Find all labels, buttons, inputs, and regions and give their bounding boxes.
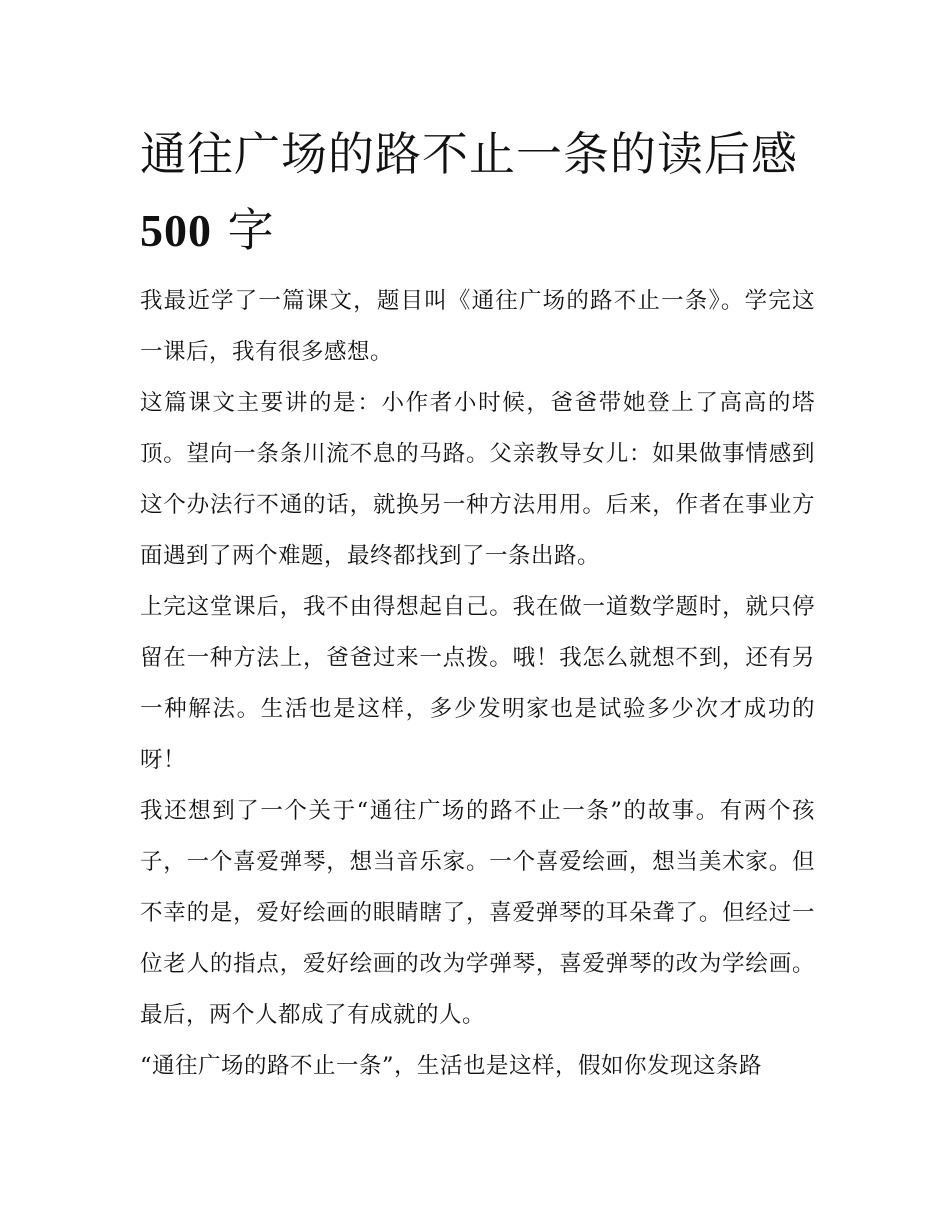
paragraph-3: 上完这堂课后，我不由得想起自己。我在做一道数学题时，就只停留在一种方法上，爸爸过来一点拨。哦！我怎么就想不到，还有另一种解法。生活也是这样，多少发明家也是试验多少次才成功的呀！ — [140, 594, 815, 773]
title-number: 500 — [140, 205, 212, 256]
paragraph-2: 这篇课文主要讲的是：小作者小时候，爸爸带她登上了高高的塔顶。望向一条条川流不息的马路。父亲教导女儿：如果做事情感到这个办法行不通的话，就换另一种方法用用。后来，作者在事业方面遇到了两个难题，最终都找到了一条出路。 — [140, 390, 815, 569]
paragraph-4: 我还想到了一个关于“通往广场的路不止一条”的故事。有两个孩子，一个喜爱弹琴，想当音乐家。一个喜爱绘画，想当美术家。但不幸的是，爱好绘画的眼睛瞎了，喜爱弹琴的耳朵聋了。但经过一位老人的指点，爱好绘画的改为学弹琴，喜爱弹琴的改为学绘画。最后，两个人都成了有成就的人。 — [140, 798, 815, 1028]
title-main-text: 通往广场的路不止一条的读后感 — [140, 127, 798, 181]
title-suffix: 字 — [227, 203, 275, 257]
document-body — [140, 276, 815, 1092]
paragraph-1: 我最近学了一篇课文，题目叫《通往广场的路不止一条》。学完这一课后，我有很多感想。 — [140, 288, 815, 365]
paragraph-5: “通往广场的路不止一条”，生活也是这样，假如你发现这条路 — [140, 1053, 763, 1079]
document-title — [140, 116, 820, 269]
